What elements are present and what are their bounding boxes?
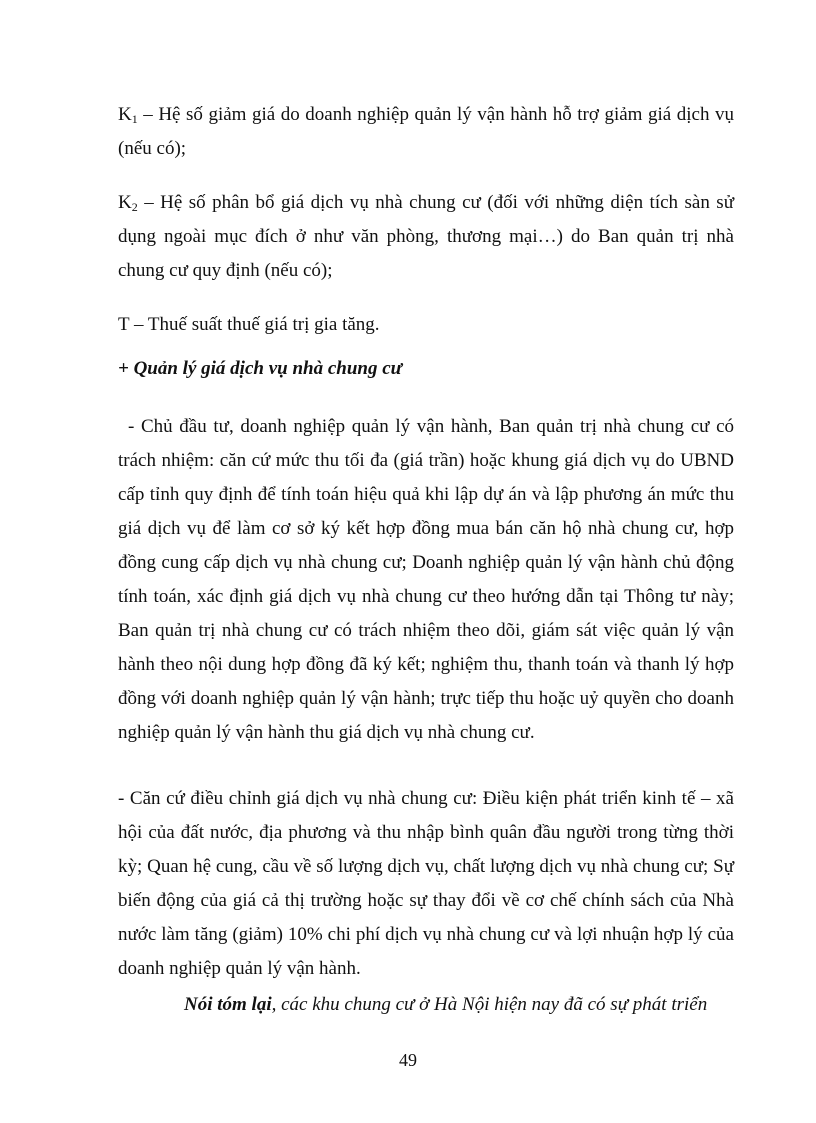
summary-lead: Nói tóm lại bbox=[184, 994, 272, 1015]
section-heading: + Quản lý giá dịch vụ nhà chung cư bbox=[118, 358, 403, 379]
k2-subscript: 2 bbox=[131, 200, 138, 214]
k1-symbol: K bbox=[118, 104, 132, 125]
k2-symbol: K bbox=[118, 192, 132, 213]
paragraph-responsibilities: - Chủ đầu tư, doanh nghiệp quản lý vận hành, Ban quản trị nhà chung cư có trách nhiệm: căn cứ mức thu tối đa (giá trần) hoặc khung giá dịch vụ do UBND cấp tỉnh quy định để tính toán hiệu quả khi lập dự án và lập phương án mức thu giá dịch vụ để làm cơ sở ký kết hợp đồng mua bán căn hộ nhà chung cư, hợp đồng cung cấp dịch vụ nhà chung cư; Doanh nghiệp quản lý vận hành chủ động tính toán, xác định giá dịch vụ nhà chung cư theo hướng dẫn tại Thông tư này; Ban quản trị nhà chung cư có trách nhiệm theo dõi, giám sát việc quản lý vận hành theo nội dung hợp đồng đã ký kết; nghiệm thu, thanh toán và thanh lý hợp đồng với doanh nghiệp quản lý vận hành; trực tiếp thu hoặc uỷ quyền cho doanh nghiệp quản lý vận hành thu giá dịch vụ nhà chung cư. bbox=[118, 416, 734, 743]
t-definition: T – Thuế suất thuế giá trị gia tăng. bbox=[118, 314, 380, 335]
page-number: 49 bbox=[399, 1050, 417, 1070]
paragraph-adjustment-basis: - Căn cứ điều chỉnh giá dịch vụ nhà chung cư: Điều kiện phát triển kinh tế – xã hội của đất nước, địa phương và thu nhập bình quân đầu người trong từng thời kỳ; Quan hệ cung, cầu về số lượng dịch vụ, chất lượng dịch vụ nhà chung cư; Sự biến động của giá cả thị trường hoặc sự thay đổi về cơ chế chính sách của Nhà nước làm tăng (giảm) 10% chi phí dịch vụ nhà chung cư và lợi nhuận hợp lý của doanh nghiệp quản lý vận hành. bbox=[118, 788, 734, 979]
summary-text: , các khu chung cư ở Hà Nội hiện nay đã có sự phát triển bbox=[271, 994, 708, 1015]
k1-text: – Hệ số giảm giá do doanh nghiệp quản lý vận hành hỗ trợ giảm giá dịch vụ (nếu có); bbox=[118, 104, 734, 159]
k2-text: – Hệ số phân bổ giá dịch vụ nhà chung cư (đối với những diện tích sàn sử dụng ngoài mục đích ở như văn phòng, thương mại…) do Ban quản trị nhà chung cư quy định (nếu có); bbox=[118, 192, 734, 281]
k1-subscript: 1 bbox=[131, 112, 138, 126]
k1-definition bbox=[118, 98, 734, 166]
k2-definition bbox=[118, 186, 734, 288]
summary-paragraph bbox=[118, 988, 734, 1022]
